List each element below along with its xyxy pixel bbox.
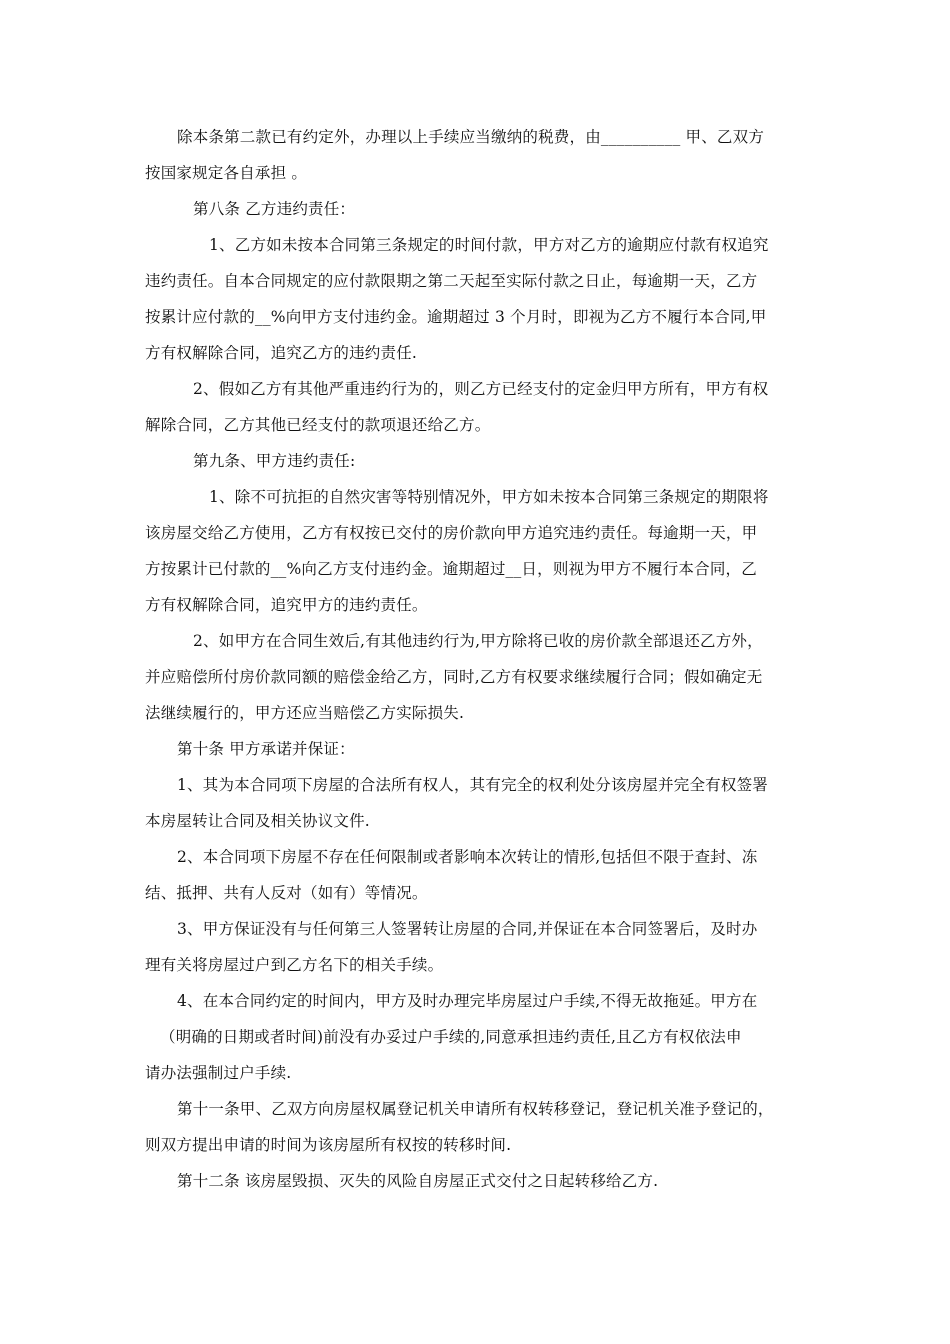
text-line: （明确的日期或者时间)前没有办妥过户手续的,同意承担违约责任,且乙方有权依法申 — [160, 1028, 742, 1046]
text-line: 2、本合同项下房屋不存在任何限制或者影响本次转让的情形,包括但不限于查封、冻 — [177, 848, 758, 866]
text-line: 并应赔偿所付房价款同额的赔偿金给乙方，同时,乙方有权要求继续履行合同；假如确定无 — [145, 668, 763, 686]
text-line: 按累计应付款的__%向甲方支付违约金。逾期超过 3 个月时，即视为乙方不履行本合同,甲 — [145, 308, 767, 326]
text-line: 2、如甲方在合同生效后,有其他违约行为,甲方除将已收的房价款全部退还乙方外， — [193, 632, 763, 650]
text-line: 3、甲方保证没有与任何第三人签署转让房屋的合同,并保证在本合同签署后，及时办 — [177, 920, 758, 938]
article-heading: 第十二条 该房屋毁损、灭失的风险自房屋正式交付之日起转移给乙方. — [177, 1172, 659, 1190]
text-line: 请办法强制过户手续. — [145, 1064, 292, 1082]
text-line: 2、假如乙方有其他严重违约行为的，则乙方已经支付的定金归甲方所有，甲方有权 — [193, 380, 769, 398]
text-line: 解除合同，乙方其他已经支付的款项退还给乙方。 — [145, 416, 491, 434]
text-line: 1、乙方如未按本合同第三条规定的时间付款，甲方对乙方的逾期应付款有权追究 — [209, 236, 769, 254]
article-heading: 第九条、甲方违约责任: — [193, 452, 356, 470]
text-line: 除本条第二款已有约定外，办理以上手续应当缴纳的税费，由__________ 甲、乙双方 — [177, 128, 765, 146]
text-line: 方有权解除合同，追究乙方的违约责任. — [145, 344, 418, 362]
text-line: 结、抵押、共有人反对（如有）等情况。 — [145, 884, 428, 902]
text-line: 法继续履行的，甲方还应当赔偿乙方实际损失. — [145, 704, 465, 722]
text-line: 方有权解除合同，追究甲方的违约责任。 — [145, 596, 428, 614]
text-line: 1、其为本合同项下房屋的合法所有权人，其有完全的权利处分该房屋并完全有权签署 — [177, 776, 768, 794]
article-heading: 第八条 乙方违约责任： — [193, 200, 356, 218]
text-line: 方按累计已付款的__%向乙方支付违约金。逾期超过__日，则视为甲方不履行本合同，乙 — [145, 560, 757, 578]
text-line: 1、除不可抗拒的自然灾害等特别情况外，甲方如未按本合同第三条规定的期限将 — [209, 488, 769, 506]
text-line: 理有关将房屋过户到乙方名下的相关手续。 — [145, 956, 444, 974]
text-line: 违约责任。自本合同规定的应付款限期之第二天起至实际付款之日止，每逾期一天，乙方 — [145, 272, 758, 290]
text-line: 该房屋交给乙方使用，乙方有权按已交付的房价款向甲方追究违约责任。每逾期一天，甲 — [145, 524, 758, 542]
text-line: 4、在本合同约定的时间内，甲方及时办理完毕房屋过户手续,不得无故拖延。甲方在 — [177, 992, 758, 1010]
article-heading: 第十条 甲方承诺并保证： — [177, 740, 355, 758]
text-line: 按国家规定各自承担 。 — [145, 164, 308, 182]
text-line: 则双方提出申请的时间为该房屋所有权按的转移时间. — [145, 1136, 512, 1154]
article-heading: 第十一条甲、乙双方向房屋权属登记机关申请所有权转移登记，登记机关准予登记的， — [177, 1100, 774, 1118]
text-line: 本房屋转让合同及相关协议文件. — [145, 812, 370, 830]
